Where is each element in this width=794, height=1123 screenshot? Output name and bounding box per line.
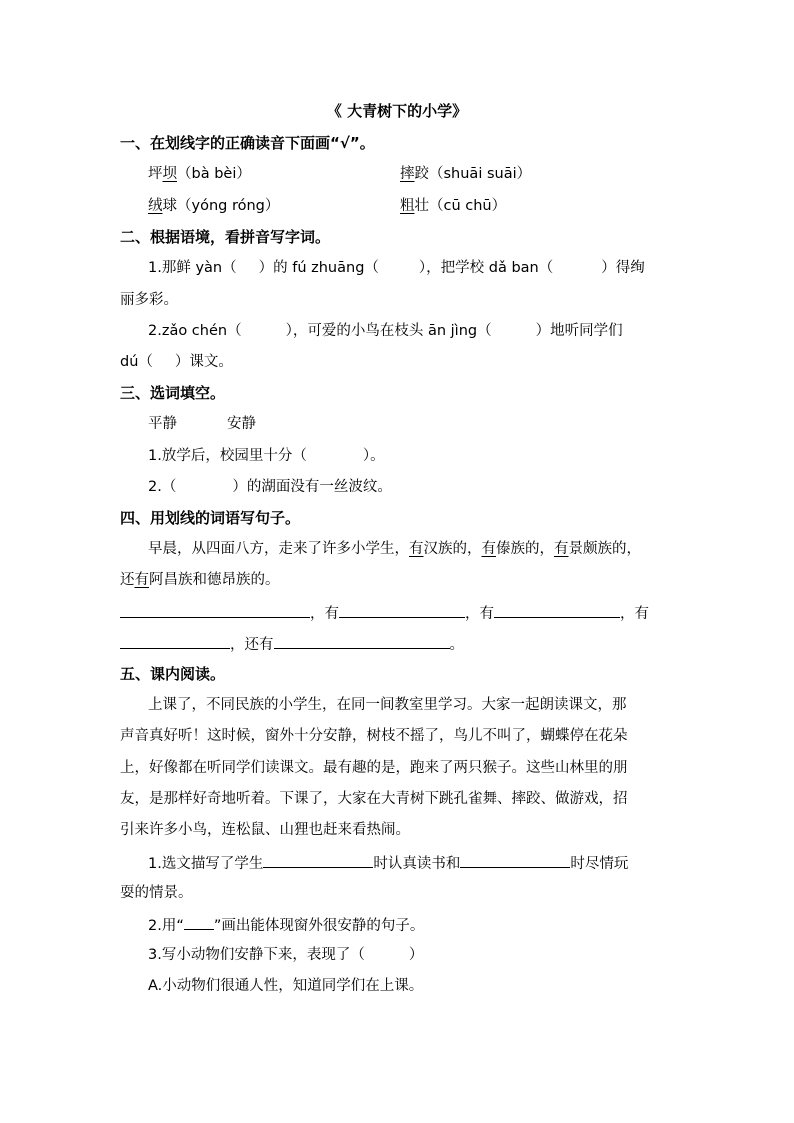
word-pingjing: 平静 bbox=[148, 416, 177, 432]
passage-line2: 声音真好听！这时候，窗外十分安静，树枝不摇了，鸟儿不叫了，蝴蝶停在花朵 bbox=[120, 728, 628, 744]
section2-q2-line1: 2.zǎo chén（ ），可爱的小鸟在枝头 ān jìng（ ）地听同学们 bbox=[148, 323, 623, 339]
section5-heading: 五、课内阅读。 bbox=[120, 665, 226, 683]
section4-heading: 四、用划线的词语写句子。 bbox=[120, 509, 301, 527]
blank-5[interactable] bbox=[274, 633, 450, 649]
section4-sentence-line1: 早晨，从四面八方，走来了许多小学生，有汉族的，有傣族的，有景颇族的， bbox=[148, 541, 641, 557]
section1-row1 bbox=[148, 164, 748, 184]
item3: 绒球（yóng róng） bbox=[148, 198, 280, 214]
blank-6[interactable] bbox=[263, 852, 373, 868]
section5-q2: 2.用“ ”画出能体现窗外很安静的句子。 bbox=[148, 914, 424, 936]
section5-q3-option-a: A.小动物们很通人性，知道同学们在上课。 bbox=[148, 978, 424, 994]
section2-q2-line2: dú（ ）课文。 bbox=[120, 354, 233, 370]
section2-heading: 二、根据语境，看拼音写字词。 bbox=[120, 228, 331, 246]
item1: 坪坝（bà bèi） bbox=[148, 166, 251, 182]
section5-q1-line1: 1.选文描写了学生 时认真读书和 时尽情玩 bbox=[148, 852, 628, 874]
blank-2[interactable] bbox=[339, 602, 465, 618]
section4-fill-line2: ，还有 。 bbox=[120, 633, 464, 655]
section2-q1-line1: 1.那鲜 yàn（ ）的 fú zhuāng（ ），把学校 dǎ ban（ ）得绚 bbox=[148, 260, 645, 276]
passage-line5: 引来许多小鸟，连松鼠、山狸也赶来看热闹。 bbox=[120, 822, 410, 838]
sample-underline bbox=[184, 914, 214, 930]
section5-q3: 3.写小动物们安静下来，表现了（ ） bbox=[148, 947, 424, 963]
section4-sentence-line2: 还有阿昌族和德昂族的。 bbox=[120, 572, 280, 588]
blank-3[interactable] bbox=[494, 602, 620, 618]
blank-4[interactable] bbox=[120, 633, 230, 649]
word-anjing: 安静 bbox=[227, 416, 256, 432]
passage-line4: 友，是那样好奇地听着。下课了，大家在大青树下跳孔雀舞、摔跤、做游戏，招 bbox=[120, 791, 628, 807]
section2-q1-line2: 丽多彩。 bbox=[120, 292, 178, 308]
section1-heading: 一、在划线字的正确读音下面画“√”。 bbox=[120, 134, 375, 152]
item2: 摔跤（shuāi suāi） bbox=[400, 166, 532, 182]
section4-fill-line1: ，有 ，有 ，有 bbox=[120, 602, 649, 624]
item4: 粗壮（cū chū） bbox=[400, 198, 507, 214]
page-title: 《 大青树下的小学》 bbox=[326, 102, 468, 120]
section3-words bbox=[148, 414, 256, 434]
passage-line3: 上，好像都在听同学们读课文。最有趣的是，跑来了两只猴子。这些山林里的朋 bbox=[120, 760, 628, 776]
section5-q1-line2: 耍的情景。 bbox=[120, 885, 193, 901]
section3-q2: 2.（ ）的湖面没有一丝波纹。 bbox=[148, 479, 392, 495]
blank-1[interactable] bbox=[120, 602, 310, 618]
passage-line1: 上课了，不同民族的小学生，在同一间教室里学习。大家一起朗读课文，那 bbox=[148, 697, 627, 713]
blank-7[interactable] bbox=[460, 852, 570, 868]
section3-q1: 1.放学后，校园里十分（ ）。 bbox=[148, 448, 385, 464]
section3-heading: 三、选词填空。 bbox=[120, 384, 226, 402]
section1-row2 bbox=[148, 196, 748, 216]
